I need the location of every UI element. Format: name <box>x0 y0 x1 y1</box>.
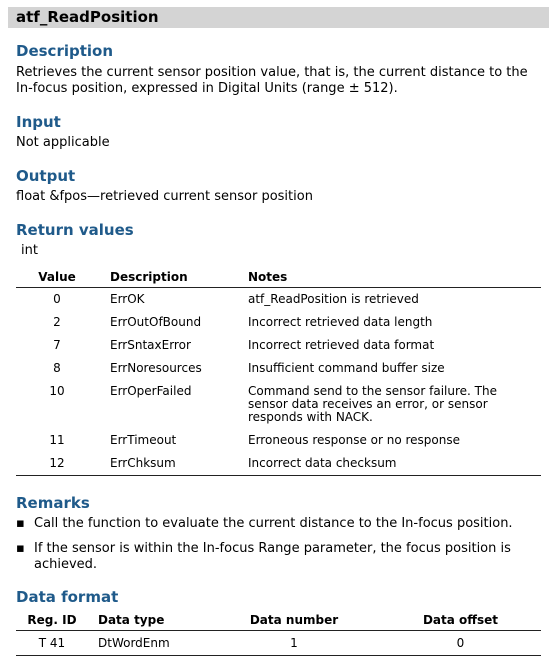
output-heading: Output <box>16 167 76 185</box>
input-text: Not applicable <box>16 135 110 150</box>
column-header-data-number: Data number <box>249 613 339 627</box>
bullet-icon: ▪ <box>16 541 25 556</box>
table-row <box>16 380 541 429</box>
description-text: Retrieves the current sensor position value, that is, the current distance to the In-focus position, expressed in Digital Units (range ± 512). <box>16 65 528 96</box>
table-row <box>16 429 541 452</box>
title-bar <box>8 7 549 28</box>
cell-description: ErrOperFailed <box>110 384 192 398</box>
column-header-data-offset: Data offset <box>422 613 499 627</box>
table-row <box>16 452 541 476</box>
cell-data-type: DtWordEnm <box>98 636 170 650</box>
column-header-notes: Notes <box>248 270 288 284</box>
page-title: atf_ReadPosition <box>16 8 159 26</box>
cell-value: 8 <box>53 361 61 375</box>
column-header-reg-id: Reg. ID <box>27 613 77 627</box>
cell-value: 11 <box>49 433 65 447</box>
return-values-table <box>16 267 541 476</box>
column-header-value: Value <box>38 270 76 284</box>
table-row <box>16 334 541 357</box>
remark-text: If the sensor is within the In-focus Range parameter, the focus position is achieved. <box>34 541 511 572</box>
return-type: int <box>21 243 38 258</box>
table-header-row <box>16 267 541 288</box>
cell-value: 10 <box>49 384 65 398</box>
cell-notes: atf_ReadPosition is retrieved <box>248 292 419 306</box>
cell-description: ErrNoresources <box>110 361 202 375</box>
cell-notes: Incorrect data checksum <box>248 456 397 470</box>
table-row <box>16 357 541 380</box>
data-format-table <box>16 610 541 656</box>
bullet-icon: ▪ <box>16 516 25 531</box>
column-header-data-type: Data type <box>98 613 165 627</box>
cell-description: ErrOutOfBound <box>110 315 202 329</box>
cell-description: ErrOK <box>110 292 145 306</box>
table-row <box>16 631 541 656</box>
return-values-heading: Return values <box>16 221 134 239</box>
cell-description: ErrSntaxError <box>110 338 191 352</box>
cell-notes: Command send to the sensor failure. The sensor data receives an error, or sensor responds with NACK. <box>248 384 497 424</box>
cell-notes: Erroneous response or no response <box>248 433 460 447</box>
cell-reg-id: T 41 <box>38 636 66 650</box>
cell-value: 2 <box>53 315 61 329</box>
cell-notes: Incorrect retrieved data format <box>248 338 435 352</box>
table-header-row <box>16 610 541 631</box>
remarks-heading: Remarks <box>16 494 90 512</box>
column-header-description: Description <box>110 270 188 284</box>
cell-notes: Incorrect retrieved data length <box>248 315 433 329</box>
cell-notes: Insufficient command buffer size <box>248 361 445 375</box>
input-heading: Input <box>16 113 61 131</box>
cell-value: 12 <box>49 456 65 470</box>
output-text: float &fpos—retrieved current sensor position <box>16 189 313 204</box>
table-row <box>16 311 541 334</box>
cell-description: ErrTimeout <box>110 433 177 447</box>
cell-data-number: 1 <box>290 636 298 650</box>
cell-value: 0 <box>53 292 61 306</box>
data-format-heading: Data format <box>16 588 119 606</box>
cell-data-offset: 0 <box>456 636 465 650</box>
cell-description: ErrChksum <box>110 456 176 470</box>
remark-text: Call the function to evaluate the current distance to the In-focus position. <box>34 516 513 531</box>
table-row <box>16 288 541 312</box>
cell-value: 7 <box>53 338 61 352</box>
description-heading: Description <box>16 42 114 60</box>
